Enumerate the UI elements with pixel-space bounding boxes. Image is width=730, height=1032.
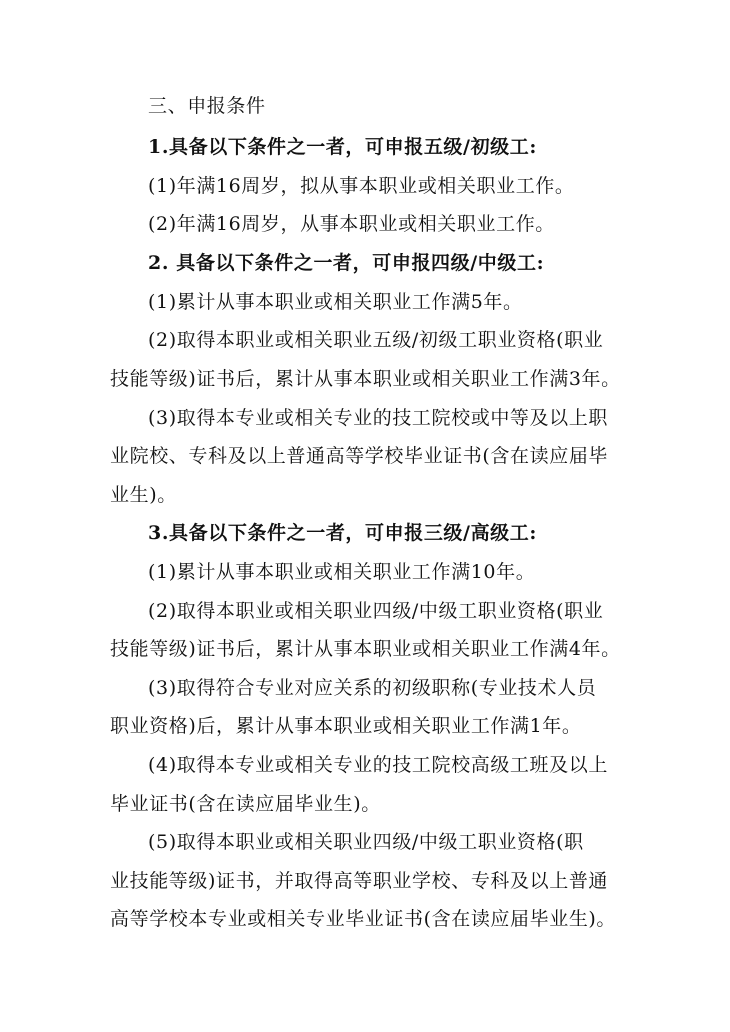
level4-item-3-line-3: 业生)。 bbox=[110, 484, 177, 506]
section-title: 三、申报条件 bbox=[148, 95, 266, 117]
level3-item-3-line-1: (3)取得符合专业对应关系的初级职称(专业技术人员 bbox=[148, 677, 597, 699]
level3-item-2-line-2: 技能等级)证书后，累计从事本职业或相关职业工作满4年。 bbox=[110, 638, 621, 660]
level4-item-3-line-1: (3)取得本专业或相关专业的技工院校或中等及以上职 bbox=[148, 407, 608, 429]
level3-item-5-line-2: 业技能等级)证书，并取得高等职业学校、专科及以上普通 bbox=[110, 870, 609, 892]
level3-heading: 3.具备以下条件之一者，可申报三级/高级工: bbox=[148, 522, 537, 544]
level4-item-2-line-2: 技能等级)证书后，累计从事本职业或相关职业工作满3年。 bbox=[110, 368, 621, 390]
level4-heading: 2. 具备以下条件之一者，可申报四级/中级工: bbox=[148, 252, 545, 274]
level3-item-5-line-3: 高等学校本专业或相关专业毕业证书(含在读应届毕业生)。 bbox=[110, 908, 617, 930]
level4-item-3-line-2: 业院校、专科及以上普通高等学校毕业证书(含在读应届毕 bbox=[110, 445, 609, 467]
level4-item-2-line-1: (2)取得本职业或相关职业五级/初级工职业资格(职业 bbox=[148, 329, 604, 351]
level3-item-2-line-1: (2)取得本职业或相关职业四级/中级工职业资格(职业 bbox=[148, 600, 604, 622]
level3-item-5-line-1: (5)取得本职业或相关职业四级/中级工职业资格(职 bbox=[148, 831, 584, 853]
level4-item-1: (1)累计从事本职业或相关职业工作满5年。 bbox=[148, 291, 523, 313]
level3-item-1: (1)累计从事本职业或相关职业工作满10年。 bbox=[148, 561, 536, 583]
level5-item-2: (2)年满16周岁，从事本职业或相关职业工作。 bbox=[148, 213, 555, 235]
level5-heading: 1.具备以下条件之一者，可申报五级/初级工: bbox=[148, 136, 537, 158]
level3-item-4-line-1: (4)取得本专业或相关专业的技工院校高级工班及以上 bbox=[148, 754, 608, 776]
level3-item-4-line-2: 毕业证书(含在读应届毕业生)。 bbox=[110, 793, 381, 815]
level3-item-3-line-2: 职业资格)后，累计从事本职业或相关职业工作满1年。 bbox=[110, 715, 582, 737]
level5-item-1: (1)年满16周岁，拟从事本职业或相关职业工作。 bbox=[148, 175, 575, 197]
